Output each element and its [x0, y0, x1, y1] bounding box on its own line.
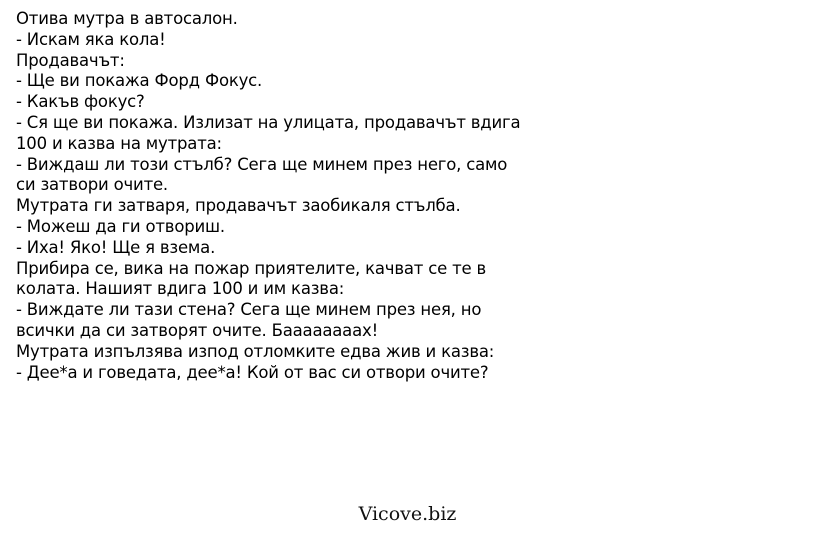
joke-line: - Какъв фокус? — [16, 92, 145, 112]
joke-line: Продавачът: — [16, 50, 125, 70]
joke-line: колата. Нашият вдига 100 и им казва: — [16, 279, 345, 299]
joke-line: си затвори очите. — [16, 175, 168, 195]
joke-line: - Ще ви покажа Форд Фокус. — [16, 71, 263, 91]
joke-line: - Виждате ли тази стена? Сега ще минем през нея, но — [16, 300, 482, 320]
joke-line: - Искам яка кола! — [16, 29, 166, 49]
joke-line: - Виждаш ли този стълб? Сега ще минем през него, само — [16, 154, 508, 174]
joke-line: - Дее*а и говедата, дее*а! Кой от вас си отвори очите? — [16, 362, 489, 382]
joke-line: Прибира се, вика на пожар приятелите, качват се те в — [16, 258, 487, 278]
joke-line: - Иха! Яко! Ще я взема. — [16, 237, 216, 257]
joke-line: всички да си затворят очите. Баааааааах! — [16, 320, 378, 340]
joke-line: Отива мутра в автосалон. — [16, 9, 238, 28]
joke-line: Мутрата изпълзява изпод отломките едва жив и казва: — [16, 341, 495, 361]
joke-line: - Ся ще ви покажа. Излизат на улицата, продавачът вдига — [16, 112, 521, 132]
joke-text — [16, 9, 811, 383]
joke-line: 100 и казва на мутрата: — [16, 133, 222, 153]
joke-line: - Можеш да ги отвориш. — [16, 216, 225, 236]
joke-line: Мутрата ги затваря, продавачът заобикаля стълба. — [16, 196, 461, 216]
site-watermark: Vicove.biz — [358, 503, 457, 525]
